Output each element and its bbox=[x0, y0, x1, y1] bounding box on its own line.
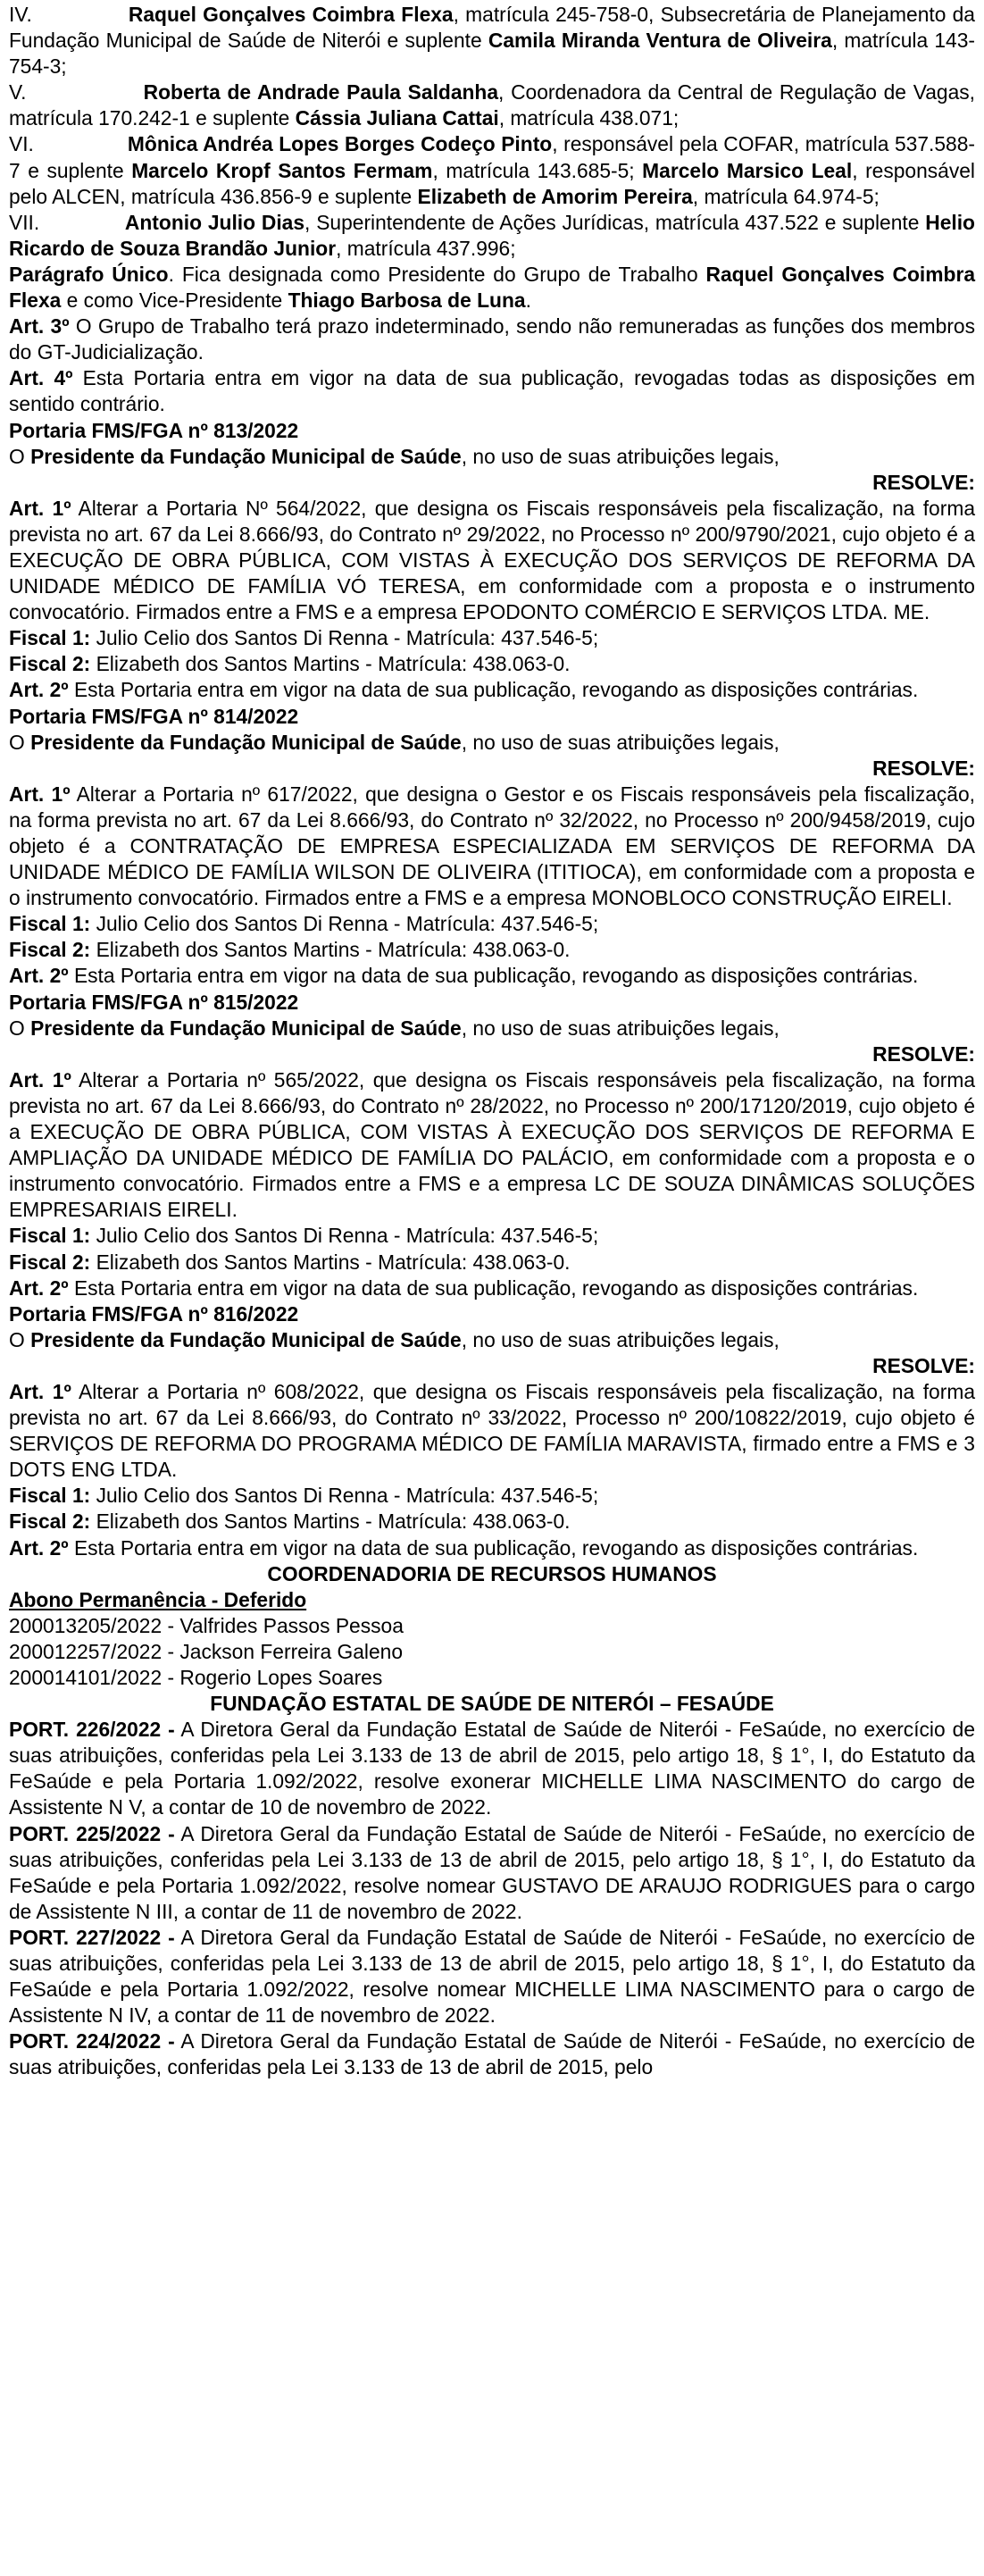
bold-text: Fiscal 1: bbox=[9, 912, 91, 936]
bold-text: Presidente da Fundação Municipal de Saúde bbox=[30, 1016, 462, 1040]
paragraph bbox=[9, 210, 975, 262]
text-run: , responsável pelo ALCEN, matrícula 436.856-9 e suplente bbox=[9, 158, 975, 208]
text-run: A Diretora Geral da Fundação Estatal de Saúde de Niterói - FeSaúde, no exercício de suas atribuições, conferidas pela Lei 3.133 de 13 de abril de 2015, pelo artigo 18, § 1°, I, do Estatuto da FeSaúde e pela Portaria 1.092/2022, resolve nomear GUSTAVO DE ARAUJO RODRIGUES para o cargo de Assistente N III, a contar de 11 de novembro de 2022. bbox=[9, 1821, 975, 1923]
paragraph bbox=[9, 1509, 975, 1535]
text-run: , no uso de suas atribuições legais, bbox=[461, 444, 780, 468]
paragraph bbox=[9, 1067, 975, 1224]
text-run: , no uso de suas atribuições legais, bbox=[461, 730, 780, 754]
paragraph bbox=[9, 444, 975, 470]
text-run: 200012257/2022 - Jackson Ferreira Galeno bbox=[9, 1639, 404, 1663]
text-run: e como Vice-Presidente bbox=[61, 289, 288, 313]
paragraph bbox=[9, 1925, 975, 2028]
text-run: Alterar a Portaria Nº 564/2022, que designa os Fiscais responsáveis pela fiscalização, na forma prevista no art. 67 da Lei 8.666/93, do Contrato nº 29/2022, no Processo nº 200/9790/2021, cujo objeto é a EXECUÇÃO DE OBRA PÚBLICA, COM VISTAS À EXECUÇÃO DOS SERVIÇOS DE REFORMA DA UNIDADE MÉDICO DE FAMÍLIA VÓ TERESA, em conformidade com a proposta e o instrumento convocatório. Firmados entre a FMS e a empresa EPODONTO COMÉRCIO E SERVIÇOS LTDA. ME. bbox=[9, 496, 975, 624]
text-run: Esta Portaria entra em vigor na data de sua publicação, revogando as disposições contrárias. bbox=[68, 1535, 919, 1560]
bold-text: Art. 1º bbox=[9, 782, 71, 806]
bold-text: Helio Ricardo de Souza Brandão Junior bbox=[9, 210, 975, 260]
bold-text: Art. 4º bbox=[9, 366, 73, 390]
text-run: IV. bbox=[9, 3, 32, 26]
bold-text: PORT. 226/2022 - bbox=[9, 1718, 175, 1742]
paragraph bbox=[9, 756, 975, 782]
paragraph bbox=[9, 1275, 975, 1301]
text-run: Elizabeth dos Santos Martins - Matrícula: 438.063-0. bbox=[90, 938, 571, 962]
text-run: VI. bbox=[9, 132, 34, 156]
bold-text: PORT. 225/2022 - bbox=[9, 1821, 175, 1845]
text-run: O Grupo de Trabalho terá prazo indeterminado, sendo não remuneradas as funções dos membros do GT-Judicialização. bbox=[9, 314, 975, 364]
text-run: V. bbox=[9, 80, 27, 105]
bold-text: Antonio Julio Dias bbox=[124, 210, 305, 234]
bold-text: Art. 2º bbox=[9, 678, 69, 702]
text-run: Alterar a Portaria nº 608/2022, que designa os Fiscais responsáveis pela fiscalização, na forma prevista no art. 67 da Lei 8.666/93, do Contrato nº 33/2022, Processo nº 200/10822/2019, cujo objeto é SERVIÇOS DE REFORMA DO PROGRAMA MÉDICO DE FAMÍLIA MARAVISTA, firmado entre a FMS e 3 DOTS ENG LTDA. bbox=[9, 1379, 975, 1482]
bold-text: Art. 2º bbox=[9, 1535, 69, 1560]
paragraph bbox=[9, 131, 975, 209]
paragraph bbox=[9, 314, 975, 365]
bold-text: Portaria FMS/FGA nº 815/2022 bbox=[9, 990, 299, 1014]
paragraph bbox=[9, 625, 975, 651]
bold-text: COORDENADORIA DE RECURSOS HUMANOS bbox=[267, 1561, 717, 1585]
text-run: 200014101/2022 - Rogerio Lopes Soares bbox=[9, 1666, 383, 1689]
bold-text: Parágrafo Único bbox=[9, 262, 169, 286]
text-run: , Superintendente de Ações Jurídicas, matrícula 437.522 e suplente bbox=[304, 210, 926, 234]
bold-text: Raquel Gonçalves Coimbra Flexa bbox=[9, 262, 976, 313]
text-run: , matrícula 64.974-5; bbox=[692, 184, 880, 208]
bold-text: Presidente da Fundação Municipal de Saúde bbox=[30, 444, 462, 468]
bold-text: Portaria FMS/FGA nº 813/2022 bbox=[9, 418, 299, 442]
text-run: Julio Celio dos Santos Di Renna - Matrícula: 437.546-5; bbox=[90, 626, 599, 650]
bold-text: Marcelo Kropf Santos Fermam bbox=[131, 158, 433, 182]
text-run bbox=[34, 132, 128, 155]
text-run: O bbox=[9, 444, 31, 468]
text-run: O bbox=[9, 1016, 31, 1040]
text-run bbox=[39, 211, 125, 234]
bold-text: Art. 2º bbox=[9, 1275, 69, 1300]
bold-text: Presidente da Fundação Municipal de Saúde bbox=[30, 1327, 462, 1351]
paragraph bbox=[9, 1041, 975, 1067]
bold-text: Fiscal 1: bbox=[9, 1224, 91, 1248]
bold-text: Art. 2º bbox=[9, 964, 69, 988]
bold-text: Fiscal 2: bbox=[9, 652, 91, 676]
bold-text: RESOLVE: bbox=[872, 470, 975, 494]
paragraph bbox=[9, 1691, 975, 1717]
paragraph bbox=[9, 1250, 975, 1275]
paragraph bbox=[9, 1016, 975, 1041]
paragraph bbox=[9, 704, 975, 730]
text-run: , matrícula 245-758-0, Subsecretária de Planejamento da Fundação Municipal de Saúde de Niterói e suplente bbox=[9, 3, 975, 53]
text-run: . bbox=[525, 289, 531, 313]
paragraph bbox=[9, 782, 975, 911]
text-run: O bbox=[9, 1327, 31, 1351]
text-run: Esta Portaria entra em vigor na data de sua publicação, revogando as disposições contrárias. bbox=[68, 678, 919, 702]
paragraph bbox=[9, 937, 975, 963]
bold-text: Fiscal 1: bbox=[9, 626, 91, 650]
paragraph bbox=[9, 651, 975, 677]
bold-text: Art. 1º bbox=[9, 496, 71, 520]
text-run: Alterar a Portaria nº 565/2022, que designa os Fiscais responsáveis pela fiscalização, na forma prevista no art. 67 da Lei 8.666/93, do Contrato nº 28/2022, no Processo nº 200/17120/2019, cujo objeto é a EXECUÇÃO DE OBRA PÚBLICA, COM VISTAS À EXECUÇÃO DOS SERVIÇOS DE REFORMA E AMPLIAÇÃO DA UNIDADE MÉDICO DE FAMÍLIA DO PALÁCIO, em conformidade com a proposta e o instrumento convocatório. Firmados entre a FMS e a empresa LC DE SOUZA DINÂMICAS SOLUÇÕES EMPRESARIAIS EIRELI. bbox=[9, 1067, 975, 1222]
paragraph bbox=[9, 1223, 975, 1249]
text-run: Esta Portaria entra em vigor na data de sua publicação, revogando as disposições contrárias. bbox=[68, 1275, 919, 1300]
text-run: , matrícula 143.685-5; bbox=[432, 158, 643, 182]
paragraph bbox=[9, 677, 975, 703]
text-run: , matrícula 438.071; bbox=[498, 106, 680, 130]
paragraph bbox=[9, 730, 975, 756]
paragraph bbox=[9, 1639, 975, 1665]
bold-text: Elizabeth de Amorim Pereira bbox=[417, 184, 693, 208]
bold-text: Mônica Andréa Lopes Borges Codeço Pinto bbox=[127, 132, 553, 156]
bold-text: PORT. 227/2022 - bbox=[9, 1925, 175, 1949]
paragraph bbox=[9, 470, 975, 496]
text-run: 200013205/2022 - Valfrides Passos Pessoa bbox=[9, 1613, 404, 1637]
bold-text: Fiscal 2: bbox=[9, 938, 91, 962]
bold-text: Presidente da Fundação Municipal de Saúde bbox=[30, 730, 462, 754]
text-run: Elizabeth dos Santos Martins - Matrícula: 438.063-0. bbox=[90, 1510, 571, 1534]
bold-text: Art. 1º bbox=[9, 1379, 71, 1403]
paragraph bbox=[9, 1353, 975, 1379]
text-run: Julio Celio dos Santos Di Renna - Matrícula: 437.546-5; bbox=[90, 912, 599, 936]
paragraph bbox=[9, 1535, 975, 1561]
bold-text: RESOLVE: bbox=[872, 1353, 975, 1377]
text-run: A Diretora Geral da Fundação Estatal de Saúde de Niterói - FeSaúde, no exercício de suas atribuições, conferidas pela Lei 3.133 de 13 de abril de 2015, pelo artigo 18, § 1°, I, do Estatuto da FeSaúde e pela Portaria 1.092/2022, resolve exonerar MICHELLE LIMA NASCIMENTO do cargo de Assistente N V, a contar de 10 de novembro de 2022. bbox=[9, 1718, 975, 1819]
text-run: O bbox=[9, 730, 31, 754]
bold-text: FUNDAÇÃO ESTATAL DE SAÚDE DE NITERÓI – FESAÚDE bbox=[210, 1692, 774, 1716]
bold-text: Thiago Barbosa de Luna bbox=[288, 289, 526, 313]
paragraph bbox=[9, 963, 975, 989]
text-run: Julio Celio dos Santos Di Renna - Matrícula: 437.546-5; bbox=[90, 1484, 599, 1508]
bold-text: Raquel Gonçalves Coimbra Flexa bbox=[128, 3, 454, 26]
paragraph bbox=[9, 990, 975, 1016]
paragraph bbox=[9, 365, 975, 417]
paragraph bbox=[9, 1717, 975, 1820]
text-run: A Diretora Geral da Fundação Estatal de Saúde de Niterói - FeSaúde, no exercício de suas atribuições, conferidas pela Lei 3.133 de 13 de abril de 2015, pelo artigo 18, § 1°, I, do Estatuto da FeSaúde e pela Portaria 1.092/2022, resolve nomear MICHELLE LIMA NASCIMENTO para o cargo de Assistente N IV, a contar de 11 de novembro de 2022. bbox=[9, 1925, 975, 2028]
bold-text: Art. 1º bbox=[9, 1067, 71, 1091]
paragraph bbox=[9, 1379, 975, 1483]
text-run: , responsável pela COFAR, matrícula 537.588-7 e suplente bbox=[9, 132, 976, 182]
paragraph bbox=[9, 1665, 975, 1691]
paragraph bbox=[9, 1301, 975, 1327]
bold-text: PORT. 224/2022 - bbox=[9, 2029, 175, 2053]
bold-text: Fiscal 2: bbox=[9, 1250, 91, 1274]
paragraph bbox=[9, 496, 975, 625]
text-run bbox=[26, 80, 143, 104]
text-run: , matrícula 143-754-3; bbox=[9, 29, 975, 79]
bold-text: RESOLVE: bbox=[872, 1041, 975, 1066]
paragraph bbox=[9, 1587, 975, 1613]
text-run: , no uso de suas atribuições legais, bbox=[461, 1016, 780, 1040]
bold-text: Fiscal 1: bbox=[9, 1484, 91, 1508]
text-run: A Diretora Geral da Fundação Estatal de Saúde de Niterói - FeSaúde, no exercício de suas atribuições, conferidas pela Lei 3.133 de 13 de abril de 2015, pelo bbox=[9, 2029, 975, 2079]
bold-text: Camila Miranda Ventura de Oliveira bbox=[488, 29, 832, 53]
paragraph bbox=[9, 1821, 975, 1925]
text-run: , Coordenadora da Central de Regulação de Vagas, matrícula 170.242-1 e suplente bbox=[9, 80, 975, 130]
text-run: . Fica designada como Presidente do Grupo de Trabalho bbox=[168, 262, 706, 286]
paragraph bbox=[9, 911, 975, 937]
bold-text: Cássia Juliana Cattai bbox=[295, 106, 499, 130]
text-run: VII. bbox=[9, 210, 40, 234]
text-run: Esta Portaria entra em vigor na data de sua publicação, revogando as disposições contrárias. bbox=[68, 964, 919, 988]
bold-text: Art. 3º bbox=[9, 314, 70, 339]
paragraph bbox=[9, 1561, 975, 1587]
paragraph bbox=[9, 79, 975, 131]
bold-text: Fiscal 2: bbox=[9, 1510, 91, 1534]
text-run: Elizabeth dos Santos Martins - Matrícula: 438.063-0. bbox=[90, 1250, 571, 1274]
paragraph bbox=[9, 418, 975, 444]
bold-text: Roberta de Andrade Paula Saldanha bbox=[143, 80, 499, 105]
bold-text: Portaria FMS/FGA nº 816/2022 bbox=[9, 1301, 299, 1326]
paragraph bbox=[9, 262, 975, 314]
bold-text: Portaria FMS/FGA nº 814/2022 bbox=[9, 704, 299, 728]
paragraph bbox=[9, 1327, 975, 1353]
text-run: Esta Portaria entra em vigor na data de sua publicação, revogadas todas as disposições em sentido contrário. bbox=[9, 366, 975, 416]
text-run: , no uso de suas atribuições legais, bbox=[461, 1327, 780, 1351]
paragraph bbox=[9, 2028, 975, 2080]
bold-text: RESOLVE: bbox=[872, 756, 975, 780]
text-run: Julio Celio dos Santos Di Renna - Matrícula: 437.546-5; bbox=[90, 1224, 599, 1248]
text-run: Elizabeth dos Santos Martins - Matrícula: 438.063-0. bbox=[90, 652, 571, 676]
paragraph bbox=[9, 1613, 975, 1639]
paragraph bbox=[9, 1483, 975, 1509]
text-run bbox=[32, 3, 129, 26]
bold-text: Marcelo Marsico Leal bbox=[642, 158, 853, 182]
paragraph bbox=[9, 2, 975, 79]
bold-text: Abono Permanência - Deferido bbox=[9, 1587, 307, 1611]
text-run: , matrícula 437.996; bbox=[336, 236, 516, 260]
text-run: Alterar a Portaria nº 617/2022, que designa o Gestor e os Fiscais responsáveis pela fiscalização, na forma prevista no art. 67 da Lei 8.666/93, do Contrato nº 32/2022, no Processo nº 200/9458/2019, cujo objeto é a CONTRATAÇÃO DE EMPRESA ESPECIALIZADA EM SERVIÇOS DE REFORMA DA UNIDADE MÉDICO DE FAMÍLIA WILSON DE OLIVEIRA (ITITIOCA), em conformidade com a proposta e o instrumento convocatório. Firmados entre a FMS e a empresa MONOBLOCO CONSTRUÇÃO EIRELI. bbox=[9, 782, 975, 910]
